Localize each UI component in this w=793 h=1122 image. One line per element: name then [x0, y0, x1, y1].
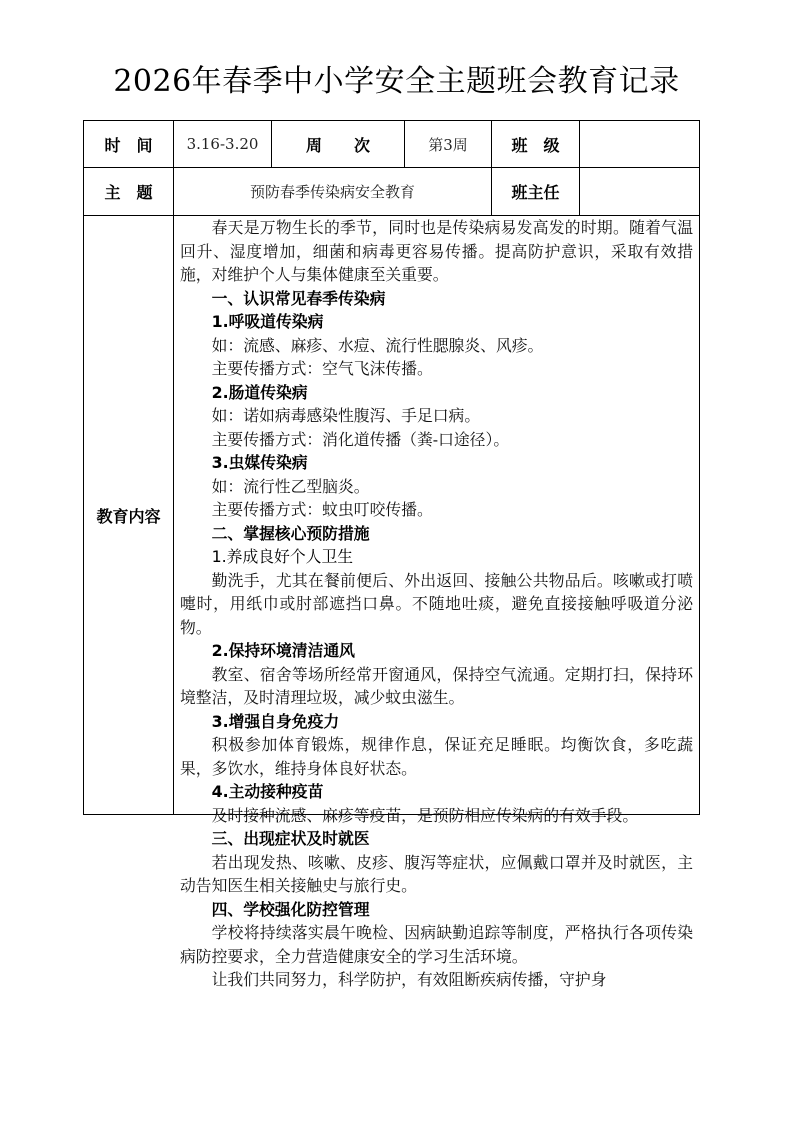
time-value: 3.16-3.20 — [174, 121, 272, 168]
class-label: 班 级 — [492, 121, 580, 168]
paragraph: 及时接种流感、麻疹等疫苗，是预防相应传染病的有效手段。 — [211, 805, 639, 825]
page-title: 2026年春季中小学安全主题班会教育记录 — [113, 64, 680, 99]
teacher-value — [580, 168, 700, 216]
subsection-heading: 3.增强自身免疫力 — [211, 711, 340, 731]
section-heading: 二、掌握核心预防措施 — [211, 523, 370, 543]
section-heading: 一、认识常见春季传染病 — [211, 288, 386, 308]
subsection-heading: 1.养成良好个人卫生 — [211, 547, 354, 566]
paragraph: 学校将持续落实晨午晚检、因病缺勤追踪等制度，严格执行各项传染病防控要求，全力营造健康安全的学习生活环境。 — [180, 923, 693, 966]
table-row-topic — [84, 168, 700, 216]
paragraph: 如：流行性乙型脑炎。 — [211, 476, 370, 496]
section-heading: 三、出现症状及时就医 — [211, 829, 370, 848]
section-heading: 四、学校强化防控管理 — [211, 899, 370, 919]
time-label: 时 间 — [84, 121, 174, 168]
intro-paragraph: 春天是万物生长的季节，同时也是传染病易发高发的时期。随着气温回升、湿度增加，细菌和病毒更容易传播。提高防护意识，采取有效措施，对维护个人与集体健康至关重要。 — [180, 218, 693, 284]
subsection-heading: 2.保持环境清洁通风 — [211, 641, 355, 660]
closing-paragraph: 让我们共同努力，科学防护，有效阻断疾病传播，守护身 — [211, 970, 607, 989]
paragraph: 教室、宿舍等场所经常开窗通风，保持空气流通。定期打扫，保持环境整洁，及时清理垃圾，减少蚊虫滋生。 — [180, 664, 693, 707]
paragraph: 如：诺如病毒感染性腹泻、手足口病。 — [211, 406, 481, 425]
teacher-label: 班主任 — [492, 168, 580, 216]
content-cell — [174, 216, 700, 989]
paragraph: 主要传播方式：空气飞沫传播。 — [211, 359, 433, 378]
table-row-content — [84, 216, 700, 815]
paragraph: 主要传播方式：蚊虫叮咬传播。 — [211, 500, 433, 519]
week-value: 第3周 — [405, 121, 492, 168]
content-label: 教育内容 — [84, 216, 174, 815]
paragraph: 如：流感、麻疹、水痘、流行性腮腺炎、风疹。 — [211, 335, 544, 355]
paragraph: 主要传播方式：消化道传播（粪-口途径）。 — [211, 429, 510, 449]
topic-label: 主 题 — [84, 168, 174, 216]
topic-value: 预防春季传染病安全教育 — [174, 168, 492, 216]
paragraph: 积极参加体育锻炼，规律作息，保证充足睡眠。均衡饮食，多吃蔬果，多饮水，维持身体良好状态。 — [180, 735, 693, 778]
paragraph: 若出现发热、咳嗽、皮疹、腹泻等症状，应佩戴口罩并及时就医，主动告知医生相关接触史与旅行史。 — [180, 852, 693, 895]
table-row-time — [84, 121, 700, 168]
content-body — [174, 216, 699, 989]
week-label: 周 次 — [272, 121, 405, 168]
subsection-heading: 1.呼吸道传染病 — [211, 312, 324, 331]
subsection-heading: 4.主动接种疫苗 — [211, 782, 324, 801]
subsection-heading: 3.虫媒传染病 — [211, 453, 308, 472]
class-value — [580, 121, 700, 168]
record-table — [83, 120, 700, 989]
subsection-heading: 2.肠道传染病 — [211, 382, 308, 402]
paragraph: 勤洗手，尤其在餐前便后、外出返回、接触公共物品后。咳嗽或打喷嚏时，用纸巾或肘部遮挡口鼻。不随地吐痰，避免直接接触呼吸道分泌物。 — [180, 570, 693, 637]
